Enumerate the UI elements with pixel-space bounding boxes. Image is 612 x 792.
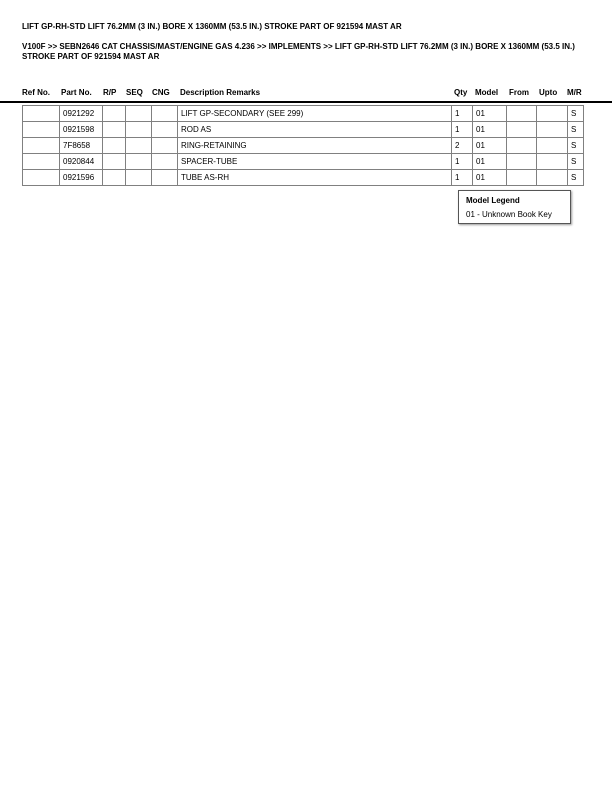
- cell-ref-no: [23, 138, 60, 154]
- cell-ref-no: [23, 154, 60, 170]
- cell-ref-no: [23, 106, 60, 122]
- cell-rp: [103, 138, 126, 154]
- cell-cng: [152, 154, 178, 170]
- header-description: Description Remarks: [180, 88, 261, 97]
- cell-seq: [126, 170, 152, 186]
- cell-from: [507, 138, 537, 154]
- cell-qty: 1: [452, 122, 473, 138]
- cell-cng: [152, 106, 178, 122]
- header-rp: R/P: [103, 88, 117, 97]
- cell-from: [507, 154, 537, 170]
- table-row: [23, 170, 584, 186]
- cell-part-no: 0920844: [60, 154, 103, 170]
- parts-table: [22, 105, 584, 186]
- header-cng: CNG: [152, 88, 170, 97]
- cell-mr: S: [568, 122, 584, 138]
- cell-model: 01: [473, 138, 507, 154]
- page-title: LIFT GP-RH-STD LIFT 76.2MM (3 IN.) BORE X 1360MM (53.5 IN.) STROKE PART OF 921594 MAST AR: [22, 22, 402, 31]
- cell-seq: [126, 154, 152, 170]
- cell-cng: [152, 138, 178, 154]
- cell-mr: S: [568, 106, 584, 122]
- header-from: From: [509, 88, 529, 97]
- table-row: [23, 154, 584, 170]
- cell-model: 01: [473, 170, 507, 186]
- cell-upto: [537, 122, 568, 138]
- cell-model: 01: [473, 122, 507, 138]
- header-model: Model: [475, 88, 499, 97]
- cell-rp: [103, 154, 126, 170]
- cell-rp: [103, 122, 126, 138]
- cell-seq: [126, 106, 152, 122]
- header-divider: [0, 101, 612, 103]
- cell-description: RING-RETAINING: [178, 138, 452, 154]
- cell-upto: [537, 138, 568, 154]
- table-header: [0, 87, 612, 101]
- cell-upto: [537, 154, 568, 170]
- header-upto: Upto: [539, 88, 558, 97]
- cell-qty: 2: [452, 138, 473, 154]
- table-row: [23, 138, 584, 154]
- cell-mr: S: [568, 138, 584, 154]
- cell-description: ROD AS: [178, 122, 452, 138]
- cell-part-no: 0921292: [60, 106, 103, 122]
- header-qty: Qty: [454, 88, 468, 97]
- cell-model: 01: [473, 106, 507, 122]
- cell-seq: [126, 122, 152, 138]
- cell-from: [507, 170, 537, 186]
- model-legend: [458, 190, 571, 224]
- cell-qty: 1: [452, 106, 473, 122]
- cell-model: 01: [473, 154, 507, 170]
- cell-qty: 1: [452, 170, 473, 186]
- cell-cng: [152, 170, 178, 186]
- cell-ref-no: [23, 122, 60, 138]
- cell-description: SPACER-TUBE: [178, 154, 452, 170]
- cell-upto: [537, 106, 568, 122]
- breadcrumb: V100F >> SEBN2646 CAT CHASSIS/MAST/ENGINE GAS 4.236 >> IMPLEMENTS >> LIFT GP-RH-STD LIFT 76.2MM (3 IN.) BORE X 1360MM (53.5 IN.) STROKE PART OF 921594 MAST AR: [22, 42, 575, 61]
- model-legend-title: Model Legend: [466, 196, 520, 205]
- table-row: [23, 106, 584, 122]
- cell-upto: [537, 170, 568, 186]
- cell-description: TUBE AS-RH: [178, 170, 452, 186]
- header-ref-no: Ref No.: [22, 88, 50, 97]
- cell-cng: [152, 122, 178, 138]
- cell-from: [507, 122, 537, 138]
- cell-mr: S: [568, 154, 584, 170]
- header-seq: SEQ: [126, 88, 143, 97]
- model-legend-item: 01 - Unknown Book Key: [466, 210, 552, 219]
- cell-description: LIFT GP-SECONDARY (SEE 299): [178, 106, 452, 122]
- cell-rp: [103, 106, 126, 122]
- table-row: [23, 122, 584, 138]
- cell-part-no: 0921596: [60, 170, 103, 186]
- cell-mr: S: [568, 170, 584, 186]
- cell-qty: 1: [452, 154, 473, 170]
- cell-part-no: 0921598: [60, 122, 103, 138]
- cell-rp: [103, 170, 126, 186]
- cell-seq: [126, 138, 152, 154]
- cell-part-no: 7F8658: [60, 138, 103, 154]
- cell-from: [507, 106, 537, 122]
- header-mr: M/R: [567, 88, 582, 97]
- cell-ref-no: [23, 170, 60, 186]
- header-part-no: Part No.: [61, 88, 92, 97]
